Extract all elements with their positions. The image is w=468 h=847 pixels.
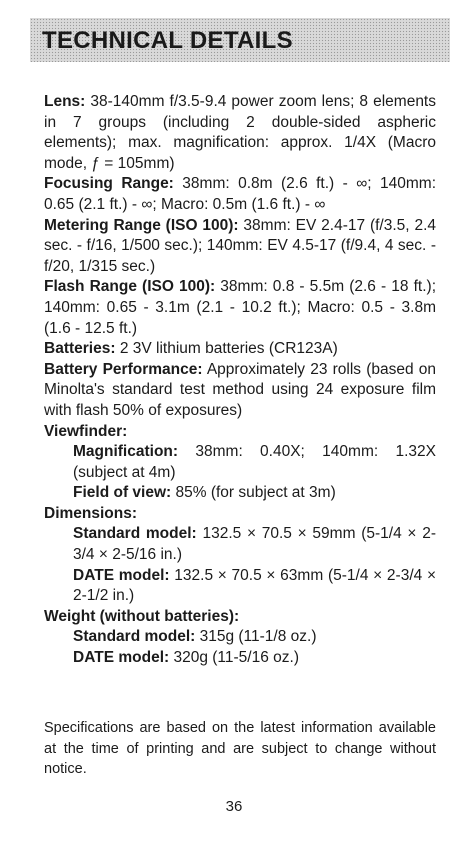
spec-weight-label: Weight (without batteries): [44, 607, 240, 625]
spec-viewfinder-field-text: 85% (for subject at 3m) [175, 484, 336, 502]
spec-dimensions-date [44, 566, 436, 607]
spec-focusing-range [44, 174, 436, 215]
spec-focusing-range-label: Focusing Range: [44, 175, 174, 193]
page-title: TECHNICAL DETAILS [42, 27, 293, 54]
spec-battery-performance-label: Battery Performance: [44, 360, 203, 378]
spec-battery-performance-text: Approximately 23 rolls (based on Minolta's standard test method using 24 exposure film with flash 50% of exposures) [44, 360, 436, 419]
spec-viewfinder-magnification [44, 442, 436, 483]
spec-dimensions-date-text: 132.5 × 70.5 × 63mm (5-1/4 × 2-3/4 × 2-1/2 in.) [73, 566, 437, 605]
spec-dimensions-standard-label: Standard model: [73, 525, 197, 543]
spec-lens-text: 38-140mm f/3.5-9.4 power zoom lens; 8 elements in 7 groups (including 2 double-sided aspheric elements); max. magnification: approx. 1/4X (Macro mode, ƒ = 105mm) [44, 93, 436, 172]
spec-weight-standard-label: Standard model: [73, 628, 196, 646]
spec-flash-range-label: Flash Range (ISO 100): [44, 278, 216, 296]
spec-viewfinder-field-label: Field of view: [73, 484, 172, 502]
spec-metering-range [44, 216, 436, 278]
spec-dimensions-standard-text: 132.5 × 70.5 × 59mm (5-1/4 × 2-3/4 × 2-5/16 in.) [73, 525, 436, 564]
spec-weight-standard-text: 315g (11-1/8 oz.) [199, 628, 317, 646]
spec-metering-range-label: Metering Range (ISO 100): [44, 216, 239, 234]
spec-flash-range [44, 277, 436, 339]
spec-viewfinder-label: Viewfinder: [44, 422, 128, 440]
spec-batteries-text: 2 3V lithium batteries (CR123A) [119, 340, 338, 358]
spec-batteries-label: Batteries: [44, 340, 116, 358]
spec-weight-date-label: DATE model: [73, 649, 170, 667]
spec-battery-performance [44, 360, 436, 422]
spec-dimensions-label: Dimensions: [44, 504, 138, 522]
spec-metering-range-text: 38mm: EV 2.4-17 (f/3.5, 2.4 sec. - f/16, 1/500 sec.); 140mm: EV 4.5-17 (f/9.4, 4 sec. - f/20, 1/315 sec.) [44, 216, 436, 275]
spec-viewfinder-magnification-label: Magnification: [73, 443, 179, 461]
spec-batteries [44, 339, 436, 360]
page-number: 36 [225, 798, 243, 815]
spec-weight-standard [44, 627, 436, 648]
spec-list [44, 92, 436, 669]
spec-viewfinder-magnification-text: 38mm: 0.40X; 140mm: 1.32X (subject at 4m) [73, 443, 436, 481]
spec-lens-label: Lens: [44, 93, 86, 110]
spec-weight-date [44, 648, 436, 669]
spec-dimensions-date-label: DATE model: [73, 566, 170, 584]
specifications-note: Specifications are based on the latest information available at the time of printing and are subject to change without notice. [44, 720, 436, 777]
spec-viewfinder-field [44, 483, 436, 504]
spec-weight-date-text: 320g (11-5/16 oz.) [173, 649, 299, 667]
spec-flash-range-text: 38mm: 0.8 - 5.5m (2.6 - 18 ft.); 140mm: 0.65 - 3.1m (2.1 - 10.2 ft.); Macro: 0.5 - 3.8m (1.6 - 12.5 ft.) [44, 278, 436, 337]
spec-focusing-range-text: 38mm: 0.8m (2.6 ft.) - ∞; 140mm: 0.65 (2.1 ft.) - ∞; Macro: 0.5m (1.6 ft.) - ∞ [44, 175, 437, 213]
spec-dimensions-standard [44, 524, 436, 565]
spec-lens [44, 92, 436, 174]
